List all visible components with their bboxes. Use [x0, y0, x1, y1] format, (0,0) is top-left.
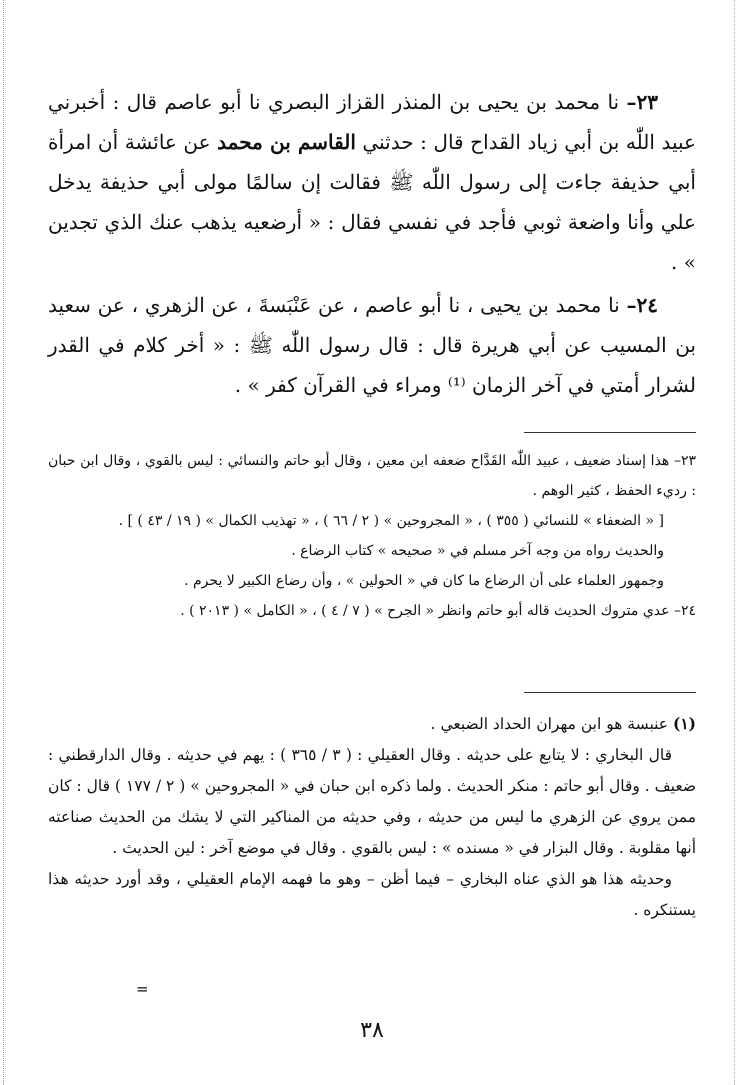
- note-24: ٢٤– عدي متروك الحديث قاله أبو حاتم وانظر « الجرح » ( ٧ / ٤ ) ، « الكامل » ( ٢٠١٣ ) .: [180, 603, 696, 619]
- hadith-24-text: نا محمد بن يحيى ، نا أبو عاصم ، عن عَنْبَسةَ ، عن الزهري ، عن سعيد بن المسيب عن أبي هريرة قال : قال رسول اللّٰه ﷺ : « أخر كلام في القدر لشرار أمتي في آخر الزمان ⁽¹⁾ ومراء في القرآن كفر » .: [48, 293, 696, 397]
- note-23-majority: وجمهور العلماء على أن الرضاع ما كان في « الحولين » ، وأن رضاع الكبير لا يحرم .: [184, 573, 664, 589]
- hadith-23: [48, 82, 696, 282]
- footnote-divider: [524, 692, 696, 693]
- hadith-23-number: ٢٣–: [626, 90, 658, 114]
- hadith-24-number: ٢٤–: [626, 293, 658, 317]
- footnote-paragraph-2: وحديثه هذا هو الذي عناه البخاري – فيما أظن – وهو ما فهمه الإمام العقيلي ، وقد أورد حديثه هذا يستنكره .: [48, 870, 696, 919]
- page-number: ٣٨: [360, 1018, 384, 1043]
- hadith-23-isnad: نا محمد بن يحيى بن المنذر القزاز البصري نا أبو عاصم قال : أخبرني عبيد اللّٰه بن أبي زياد القداح قال : حدثني: [48, 90, 696, 154]
- notes-divider: [524, 432, 696, 433]
- continuation-mark: =: [136, 980, 149, 998]
- book-page: [48, 0, 696, 1085]
- hadith-23-matn: عن عائشة أن امرأة أبي حذيفة جاءت إلى رسول اللّٰه ﷺ فقالت إن سالمًا مولى أبي حذيفة يدخل علي وأنا واضعة ثوبي فأجد في نفسي فقال : « أرضعيه يذهب عنك الذي تجدين » .: [48, 130, 696, 274]
- hadith-23-narrator: القاسم بن محمد: [217, 130, 356, 154]
- hadith-24: [48, 285, 696, 405]
- footnote-line1: عنبسة هو ابن مهران الحداد الضبعي .: [430, 715, 673, 733]
- note-23-references: [ « الضعفاء » للنسائي ( ٣٥٥ ) ، « المجروحين » ( ٢ / ٦٦ ) ، « تهذيب الكمال » ( ١٩ / ٤٣ ) ] .: [118, 513, 664, 529]
- footnote-paragraph-1: قال البخاري : لا يتابع على حديثه . وقال العقيلي : ( ٣ / ٣٦٥ ) : يهم في حديثه . وقال الدارقطني : ضعيف . وقال أبو حاتم : منكر الحديث . ولما ذكره ابن حبان في « المجروحين » ( ٢ / ١٧٧ ) قال : كان ممن يروي عن الزهري ما ليس من حديثه ، وفي حديثه من المناكير التي لا يشك من الحديث صناعته أنها مقلوبة . وقال البزار في « مسنده » : ليس بالقوي . وقال في موضع آخر : لين الحديث .: [48, 746, 697, 857]
- main-text: [48, 82, 696, 405]
- footnote-first-line: [48, 708, 696, 740]
- takhrij-notes: [48, 446, 696, 626]
- footnote-marker: (١): [672, 714, 696, 733]
- scan-edge-right: [734, 0, 735, 1085]
- note-23: ٢٣– هذا إسناد ضعيف ، عبيد اللّٰه القَدَّاح ضعفه ابن معين ، وقال أبو حاتم والنسائي : ليس بالقوي ، وقال ابن حبان : رديء الحفظ ، كثير الوهم .: [48, 453, 696, 499]
- scan-edge-left: [3, 0, 4, 1085]
- note-23-muslim: والحديث رواه من وجه آخر مسلم في « صحيحه » كتاب الرضاع .: [291, 543, 664, 559]
- footnote: [48, 708, 696, 926]
